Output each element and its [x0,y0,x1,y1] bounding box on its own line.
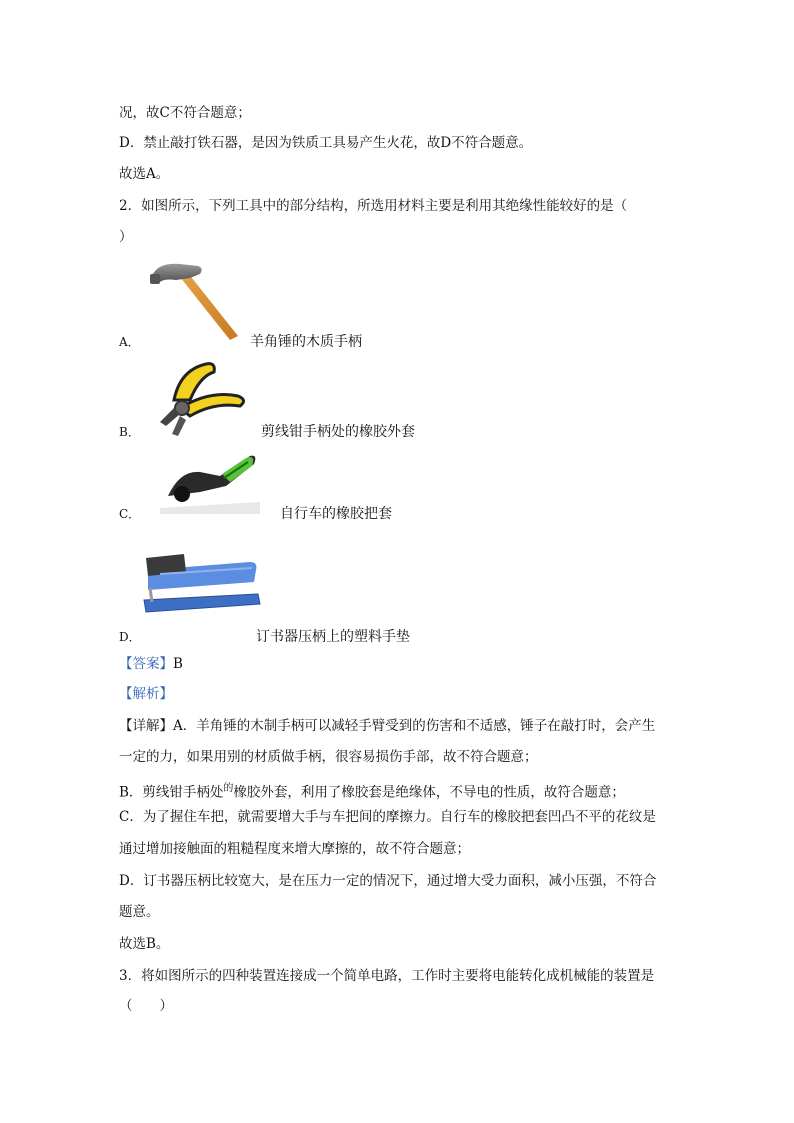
option-b-text: 剪线钳手柄处的橡胶外套 [261,424,415,440]
detail-text: 橡胶外套，利用了橡胶套是绝缘体，不导电的性质，故符合题意； [233,784,625,801]
detail-sup: 的 [223,783,234,794]
text-line: 况，故C不符合题意； [119,105,251,121]
answer-line [119,654,183,674]
detail-line [119,779,625,803]
option-d-text: 订书器压柄上的塑料手垫 [256,629,410,645]
option-a-letter: A． [119,335,140,349]
stapler-image [140,548,262,616]
pliers-image [150,360,248,440]
answer-label: 【答案】 [119,656,173,672]
question-2-stem: 2．如图所示，下列工具中的部分结构，所选用材料主要是利用其绝缘性能较好的是（ [119,198,628,214]
detail-line: C．为了握住车把，就需要增大手与车把间的摩擦力。自行车的橡胶把套凹凸不平的花纹是 [119,809,656,825]
detail-line [119,716,655,736]
text-line: 故选A。 [119,166,170,182]
option-a-text: 羊角锤的木质手柄 [250,334,362,350]
question-3-stem: 3．将如图所示的四种装置连接成一个简单电路，工作时主要将电能转化成机械能的装置是 [119,968,655,984]
detail-text: A．羊角锤的木制手柄可以减轻手臂受到的伤害和不适感，锤子在敲打时，会产生 [173,718,656,734]
detail-label: 【详解】 [119,718,173,734]
hammer-image [146,258,242,342]
analysis-label: 【解析】 [119,686,173,702]
option-c-letter: C． [119,507,141,521]
option-c-text: 自行车的橡胶把套 [280,506,392,522]
option-b-letter: B． [119,425,140,439]
question-3-stem-end: （ ） [119,998,173,1014]
detail-line: 一定的力，如果用别的材质做手柄，很容易损伤手部，故不符合题意； [119,749,538,765]
answer-value: B [173,656,183,672]
detail-line: 故选B。 [119,936,170,952]
detail-line: D．订书器压柄比较宽大，是在压力一定的情况下，通过增大受力面积，减小压强，不符合 [119,873,657,889]
detail-line: 通过增加接触面的粗糙程度来增大摩擦的，故不符合题意； [119,841,470,857]
detail-text: B．剪线钳手柄处 [119,784,224,801]
detail-line: 题意。 [119,904,160,920]
bicycle-grip-image [160,452,266,514]
question-2-stem-end: ） [119,229,133,245]
option-d-letter: D． [119,630,141,644]
text-line: D．禁止敲打铁石器，是因为铁质工具易产生火花，故D不符合题意。 [119,135,533,151]
